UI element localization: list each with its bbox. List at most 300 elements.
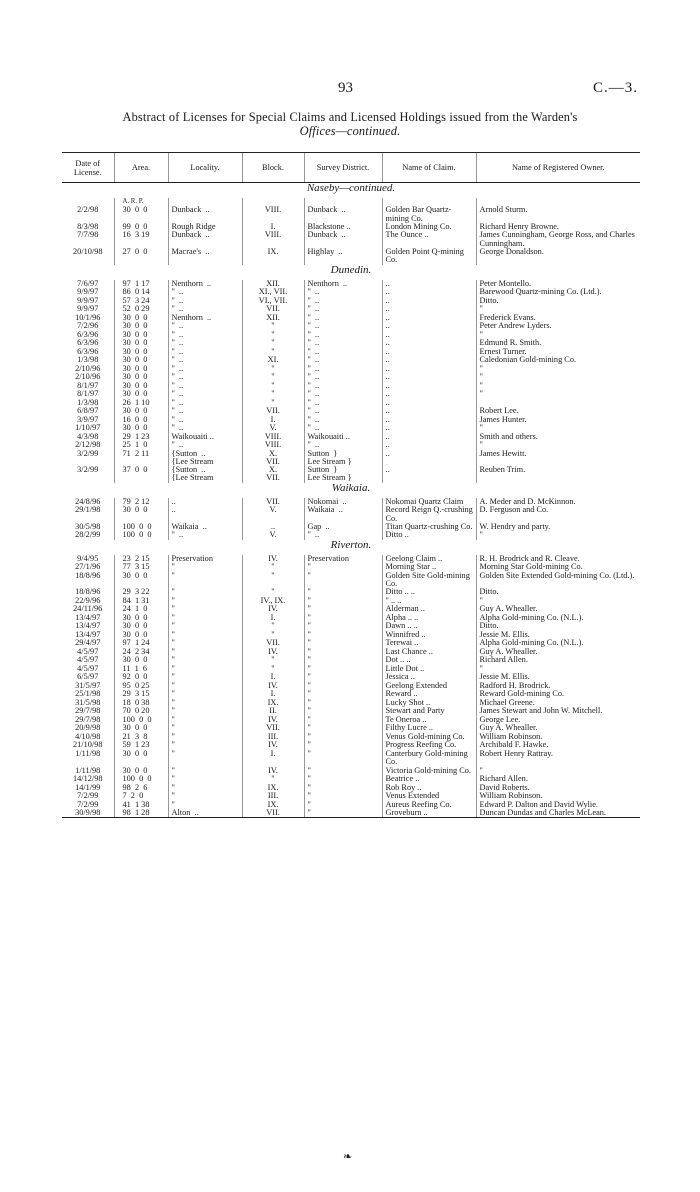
claim-name: Little Dot .. bbox=[382, 665, 476, 674]
license-date: 29/7/98 bbox=[75, 715, 101, 724]
locality: " .. bbox=[168, 373, 242, 382]
claim-name: Alderman .. bbox=[382, 605, 476, 614]
registered-owner: Richard Allen. bbox=[476, 656, 640, 665]
registered-owner: Jessie M. Ellis. bbox=[476, 673, 640, 682]
table-row bbox=[62, 597, 640, 606]
table-row bbox=[62, 450, 640, 467]
license-date: 7/2/99 bbox=[77, 792, 99, 801]
license-date: 1/3/98 bbox=[77, 356, 99, 365]
claim-name: .. bbox=[382, 424, 476, 433]
table-row bbox=[62, 390, 640, 399]
block: " bbox=[242, 348, 304, 357]
area-value: 30 0 0 bbox=[114, 407, 168, 416]
claim-name: .. bbox=[382, 339, 476, 348]
block: IX. bbox=[242, 699, 304, 708]
block: .. bbox=[242, 523, 304, 532]
license-date: 7/2/96 bbox=[77, 322, 99, 331]
claim-name: Victoria Gold-mining Co. bbox=[382, 767, 476, 776]
area-value: 92 0 0 bbox=[114, 673, 168, 682]
area-value: 30 0 0 bbox=[114, 331, 168, 340]
registered-owner: Michael Greene. bbox=[476, 699, 640, 708]
locality: " bbox=[168, 622, 242, 631]
block: I. bbox=[242, 614, 304, 623]
table-row bbox=[62, 750, 640, 767]
empty-cell bbox=[476, 198, 640, 206]
table-row bbox=[62, 348, 640, 357]
claim-name: Rob Roy .. bbox=[382, 784, 476, 793]
locality: " bbox=[168, 707, 242, 716]
area-value: 98 2 6 bbox=[114, 784, 168, 793]
block: I. bbox=[242, 690, 304, 699]
title-sub: Offices—continued. bbox=[299, 124, 401, 138]
locality: " bbox=[168, 724, 242, 733]
table-row bbox=[62, 656, 640, 665]
license-date: 2/10/96 bbox=[75, 373, 101, 382]
registered-owner: Alpha Gold-mining Co. (N.L.). bbox=[476, 614, 640, 623]
area-value: 26 1 10 bbox=[114, 399, 168, 408]
registered-owner: " bbox=[476, 365, 640, 374]
registered-owner: Archibald F. Hawke. bbox=[476, 741, 640, 750]
block: IV., IX. bbox=[242, 597, 304, 606]
locality: Dunback .. bbox=[168, 231, 242, 248]
survey-district: " .. bbox=[304, 416, 382, 425]
table-row bbox=[62, 631, 640, 640]
locality: Waikouaiti .. bbox=[168, 433, 242, 442]
area-value: 29 1 23 bbox=[114, 433, 168, 442]
locality: " bbox=[168, 563, 242, 572]
block: " bbox=[242, 665, 304, 674]
license-date: 2/12/98 bbox=[75, 441, 101, 450]
block: II. bbox=[242, 707, 304, 716]
table-row bbox=[62, 733, 640, 742]
survey-district: " bbox=[304, 563, 382, 572]
claim-name: Winnifred .. bbox=[382, 631, 476, 640]
locality: " bbox=[168, 775, 242, 784]
registered-owner: Ditto. bbox=[476, 297, 640, 306]
survey-district: Dunback .. bbox=[304, 231, 382, 248]
survey-district: " bbox=[304, 572, 382, 589]
claim-name: Venus Extended bbox=[382, 792, 476, 801]
license-date: 4/10/98 bbox=[75, 732, 101, 741]
claim-name: .. bbox=[382, 348, 476, 357]
block: IV. bbox=[242, 555, 304, 564]
survey-district: Nenthorn .. bbox=[304, 280, 382, 289]
locality: " bbox=[168, 733, 242, 742]
locality: " .. bbox=[168, 390, 242, 399]
survey-district: " bbox=[304, 699, 382, 708]
claim-name: .. bbox=[382, 322, 476, 331]
claim-name: .. bbox=[382, 314, 476, 323]
license-date: 6/8/97 bbox=[77, 407, 99, 416]
block: III. bbox=[242, 792, 304, 801]
license-date: 2/2/98 bbox=[77, 206, 99, 215]
license-date: 22/9/96 bbox=[75, 596, 101, 605]
locality: Nenthorn .. bbox=[168, 280, 242, 289]
table-row bbox=[62, 563, 640, 572]
locality: " .. bbox=[168, 382, 242, 391]
area-units-row bbox=[62, 198, 640, 206]
registered-owner: " bbox=[476, 441, 640, 450]
table-row bbox=[62, 433, 640, 442]
registered-owner: Reward Gold-mining Co. bbox=[476, 690, 640, 699]
block: VII. bbox=[242, 809, 304, 818]
table-row bbox=[62, 572, 640, 589]
license-date: 10/1/96 bbox=[75, 313, 101, 322]
survey-district: Preservation bbox=[304, 555, 382, 564]
survey-district: " .. bbox=[304, 424, 382, 433]
locality: " bbox=[168, 614, 242, 623]
title-main: Abstract of Licenses for Special Claims and Licensed Holdings issued from the Warden's bbox=[122, 110, 578, 124]
table-row bbox=[62, 716, 640, 725]
table-row bbox=[62, 322, 640, 331]
registered-owner: " bbox=[476, 390, 640, 399]
license-date: 20/10/98 bbox=[72, 247, 103, 256]
area-value: 52 0 29 bbox=[114, 305, 168, 314]
locality: " bbox=[168, 767, 242, 776]
license-date: 30/5/98 bbox=[75, 522, 101, 531]
area-value: 24 2 34 bbox=[114, 648, 168, 657]
block: XII. bbox=[242, 314, 304, 323]
registered-owner: James Stewart and John W. Mitchell. bbox=[476, 707, 640, 716]
registered-owner: Guy A. Whealler. bbox=[476, 648, 640, 657]
survey-district: " bbox=[304, 631, 382, 640]
block: VII. bbox=[242, 639, 304, 648]
block: IV. bbox=[242, 767, 304, 776]
license-date: 3/2/99 bbox=[77, 466, 99, 475]
table-row bbox=[62, 531, 640, 540]
registered-owner: Richard Henry Browne. bbox=[476, 223, 640, 232]
locality: " .. bbox=[168, 339, 242, 348]
claim-name: Filthy Lucre .. bbox=[382, 724, 476, 733]
area-value: 11 1 6 bbox=[114, 665, 168, 674]
registered-owner: Morning Star Gold-mining Co. bbox=[476, 563, 640, 572]
col-header-block: Block. bbox=[242, 153, 304, 183]
empty-cell bbox=[62, 198, 114, 206]
registered-owner: " bbox=[476, 665, 640, 674]
registered-owner: " bbox=[476, 382, 640, 391]
block: VIII. bbox=[242, 231, 304, 248]
area-value: 18 0 38 bbox=[114, 699, 168, 708]
table-row bbox=[62, 382, 640, 391]
locality: " bbox=[168, 682, 242, 691]
survey-district: " bbox=[304, 605, 382, 614]
claim-name: Jessica .. bbox=[382, 673, 476, 682]
block: IV. bbox=[242, 605, 304, 614]
area-value: 30 0 0 bbox=[114, 572, 168, 589]
col-header-district: Survey District. bbox=[304, 153, 382, 183]
claim-name: Golden Point Q-mining Co. bbox=[382, 248, 476, 265]
claim-name: Progress Reefing Co. bbox=[382, 741, 476, 750]
registered-owner: Robert Henry Rattray. bbox=[476, 750, 640, 767]
registered-owner: Ditto. bbox=[476, 622, 640, 631]
block: VII. bbox=[242, 407, 304, 416]
table-row bbox=[62, 682, 640, 691]
license-date: 8/1/97 bbox=[77, 381, 99, 390]
area-value: 95 0 25 bbox=[114, 682, 168, 691]
claim-name: .. bbox=[382, 433, 476, 442]
locality: " bbox=[168, 597, 242, 606]
table-row bbox=[62, 809, 640, 818]
block: VII. bbox=[242, 724, 304, 733]
survey-district: " bbox=[304, 588, 382, 597]
locality: " bbox=[168, 741, 242, 750]
survey-district: " bbox=[304, 707, 382, 716]
table-row bbox=[62, 297, 640, 306]
claim-name: Beatrice .. bbox=[382, 775, 476, 784]
table-header-row bbox=[62, 153, 640, 183]
block: IV. bbox=[242, 741, 304, 750]
area-value: 70 0 20 bbox=[114, 707, 168, 716]
table-body bbox=[62, 183, 640, 818]
license-date: 13/4/97 bbox=[75, 613, 101, 622]
claim-name: Dot .. .. bbox=[382, 656, 476, 665]
block: IV. bbox=[242, 648, 304, 657]
survey-district: " bbox=[304, 792, 382, 801]
page-title bbox=[60, 110, 640, 138]
section-heading-row bbox=[62, 265, 640, 280]
col-header-owner: Name of Registered Owner. bbox=[476, 153, 640, 183]
area-value: 25 1 0 bbox=[114, 441, 168, 450]
block: IV. bbox=[242, 682, 304, 691]
claim-name: .. bbox=[382, 365, 476, 374]
license-date: 9/4/95 bbox=[77, 554, 99, 563]
locality: " .. bbox=[168, 531, 242, 540]
locality: {Sutton .. {Lee Stream bbox=[168, 466, 242, 483]
claim-name: .. bbox=[382, 390, 476, 399]
survey-district: " bbox=[304, 775, 382, 784]
registered-owner: " bbox=[476, 305, 640, 314]
table-row bbox=[62, 673, 640, 682]
block: IX. bbox=[242, 801, 304, 810]
area-value: 77 3 15 bbox=[114, 563, 168, 572]
locality: .. bbox=[168, 506, 242, 523]
area-value: 30 0 0 bbox=[114, 750, 168, 767]
registered-owner: D. Ferguson and Co. bbox=[476, 506, 640, 523]
block: I. bbox=[242, 416, 304, 425]
claim-name: .. bbox=[382, 288, 476, 297]
block: IX. bbox=[242, 784, 304, 793]
block: " bbox=[242, 339, 304, 348]
registered-owner: W. Hendry and party. bbox=[476, 523, 640, 532]
registered-owner: William Robinson. bbox=[476, 733, 640, 742]
block: X. VII. bbox=[242, 466, 304, 483]
area-value: 16 0 0 bbox=[114, 416, 168, 425]
survey-district: " .. bbox=[304, 305, 382, 314]
claim-name: .. bbox=[382, 407, 476, 416]
registered-owner: " bbox=[476, 331, 640, 340]
license-date: 7/2/99 bbox=[77, 800, 99, 809]
locality: Macrae's .. bbox=[168, 248, 242, 265]
table-row bbox=[62, 373, 640, 382]
block: " bbox=[242, 775, 304, 784]
area-value: 59 1 23 bbox=[114, 741, 168, 750]
table-row bbox=[62, 648, 640, 657]
area-value: 7 2 0 bbox=[114, 792, 168, 801]
claim-name: The Ounce .. bbox=[382, 231, 476, 248]
area-value: 30 0 0 bbox=[114, 382, 168, 391]
block: I. bbox=[242, 223, 304, 232]
survey-district: " .. bbox=[304, 356, 382, 365]
license-date: 28/2/99 bbox=[75, 531, 101, 540]
area-value: 97 1 24 bbox=[114, 639, 168, 648]
claim-name: .. bbox=[382, 356, 476, 365]
registered-owner: " bbox=[476, 767, 640, 776]
license-date: 24/11/96 bbox=[73, 605, 103, 614]
block: VII. bbox=[242, 498, 304, 507]
col-header-date: Date of License. bbox=[62, 153, 114, 183]
survey-district: " .. bbox=[304, 365, 382, 374]
claim-name: Groveburn .. bbox=[382, 809, 476, 818]
locality: " .. bbox=[168, 305, 242, 314]
claim-name: .. bbox=[382, 441, 476, 450]
claim-name: Geelong Claim .. bbox=[382, 555, 476, 564]
registered-owner: Jessie M. Ellis. bbox=[476, 631, 640, 640]
area-value: 27 0 0 bbox=[114, 248, 168, 265]
claim-name: Record Reign Q.-crushing Co. bbox=[382, 506, 476, 523]
license-date: 6/3/96 bbox=[77, 339, 99, 348]
locality: " .. bbox=[168, 424, 242, 433]
registered-owner: " bbox=[476, 531, 640, 540]
license-date: 13/4/97 bbox=[75, 630, 101, 639]
claim-name: Ditto .. .. bbox=[382, 588, 476, 597]
section-heading-row bbox=[62, 540, 640, 555]
registered-owner: James Hewitt. bbox=[476, 450, 640, 467]
block: " bbox=[242, 382, 304, 391]
survey-district: " .. bbox=[304, 399, 382, 408]
license-date: 27/1/96 bbox=[75, 563, 101, 572]
survey-district: Sutton } Lee Stream } bbox=[304, 450, 382, 467]
locality: Preservation bbox=[168, 555, 242, 564]
claim-name: Titan Quartz-crushing Co. bbox=[382, 523, 476, 532]
area-value: 16 3 19 bbox=[114, 231, 168, 248]
area-value: 98 1 28 bbox=[114, 809, 168, 818]
survey-district: " .. bbox=[304, 382, 382, 391]
survey-district: " bbox=[304, 801, 382, 810]
page-reference: C.—3. bbox=[592, 80, 638, 96]
claim-name: Canterbury Gold-mining Co. bbox=[382, 750, 476, 767]
claim-name: .. bbox=[382, 297, 476, 306]
registered-owner: Edward P. Dalton and David Wylie. bbox=[476, 801, 640, 810]
registered-owner: James Cunningham, George Ross, and Charles Cunningham. bbox=[476, 231, 640, 248]
block: " bbox=[242, 656, 304, 665]
locality: " bbox=[168, 572, 242, 589]
col-header-claim: Name of Claim. bbox=[382, 153, 476, 183]
area-value: 29 3 15 bbox=[114, 690, 168, 699]
claim-name: .. bbox=[382, 466, 476, 483]
table-row bbox=[62, 665, 640, 674]
area-value: 71 2 11 bbox=[114, 450, 168, 467]
section-heading: Riverton. bbox=[330, 539, 372, 551]
license-date: 21/10/98 bbox=[72, 741, 103, 750]
table-row bbox=[62, 792, 640, 801]
area-value: 30 0 0 bbox=[114, 656, 168, 665]
claim-name: Stewart and Party bbox=[382, 707, 476, 716]
registered-owner: David Roberts. bbox=[476, 784, 640, 793]
registered-owner: Caledonian Gold-mining Co. bbox=[476, 356, 640, 365]
locality: " bbox=[168, 639, 242, 648]
block: " bbox=[242, 622, 304, 631]
registered-owner: " bbox=[476, 424, 640, 433]
license-date: 29/7/98 bbox=[75, 707, 101, 716]
area-value: 86 0 14 bbox=[114, 288, 168, 297]
licenses-table bbox=[62, 152, 640, 818]
claim-name: Te Oneroa .. bbox=[382, 716, 476, 725]
table-row bbox=[62, 248, 640, 265]
area-value: 23 2 15 bbox=[114, 555, 168, 564]
area-value: 30 0 0 bbox=[114, 356, 168, 365]
block: V. bbox=[242, 531, 304, 540]
area-value: 21 3 8 bbox=[114, 733, 168, 742]
registered-owner: " bbox=[476, 373, 640, 382]
license-date: 9/9/97 bbox=[77, 305, 99, 314]
survey-district: " bbox=[304, 597, 382, 606]
registered-owner bbox=[476, 399, 640, 408]
locality: " .. bbox=[168, 322, 242, 331]
license-date: 24/8/96 bbox=[75, 497, 101, 506]
registered-owner: George Lee. bbox=[476, 716, 640, 725]
table-row bbox=[62, 506, 640, 523]
survey-district: " bbox=[304, 665, 382, 674]
section-heading: Dunedin. bbox=[330, 264, 372, 276]
area-value: 30 0 0 bbox=[114, 622, 168, 631]
registered-owner: Arnold Sturm. bbox=[476, 206, 640, 223]
license-date: 6/3/96 bbox=[77, 330, 99, 339]
survey-district: " .. bbox=[304, 531, 382, 540]
table-row bbox=[62, 588, 640, 597]
registered-owner: R. H. Brodrick and R. Cleave. bbox=[476, 555, 640, 564]
claim-name: Lucky Shot .. bbox=[382, 699, 476, 708]
survey-district: " bbox=[304, 690, 382, 699]
area-value: 84 1 31 bbox=[114, 597, 168, 606]
survey-district: " bbox=[304, 673, 382, 682]
claim-name: Ditto .. bbox=[382, 531, 476, 540]
table-row bbox=[62, 331, 640, 340]
area-value: 79 2 12 bbox=[114, 498, 168, 507]
license-date: 9/9/97 bbox=[77, 296, 99, 305]
table-row bbox=[62, 466, 640, 483]
claim-name: Golden Site Gold-mining Co. bbox=[382, 572, 476, 589]
locality: " bbox=[168, 665, 242, 674]
table-row bbox=[62, 407, 640, 416]
block: VI., VII. bbox=[242, 297, 304, 306]
claim-name: " .. .. bbox=[382, 597, 476, 606]
survey-district: Blackstone .. bbox=[304, 223, 382, 232]
license-date: 18/8/96 bbox=[75, 588, 101, 597]
claim-name: Last Chance .. bbox=[382, 648, 476, 657]
block: " bbox=[242, 588, 304, 597]
survey-district: " bbox=[304, 809, 382, 818]
survey-district: " bbox=[304, 767, 382, 776]
block: X. VII. bbox=[242, 450, 304, 467]
table-row bbox=[62, 622, 640, 631]
survey-district: " bbox=[304, 741, 382, 750]
license-date: 14/1/99 bbox=[75, 783, 101, 792]
license-date: 4/5/97 bbox=[77, 647, 99, 656]
block: VIII. bbox=[242, 441, 304, 450]
table-row bbox=[62, 801, 640, 810]
area-value: 30 0 0 bbox=[114, 506, 168, 523]
table-row bbox=[62, 314, 640, 323]
license-date: 8/3/98 bbox=[77, 222, 99, 231]
survey-district: " .. bbox=[304, 288, 382, 297]
claim-name: Venus Gold-mining Co. bbox=[382, 733, 476, 742]
locality: Dunback .. bbox=[168, 206, 242, 223]
table-row bbox=[62, 416, 640, 425]
survey-district: " .. bbox=[304, 407, 382, 416]
section-heading: Waikaia. bbox=[331, 482, 371, 494]
area-value: 30 0 0 bbox=[114, 631, 168, 640]
locality: Alton .. bbox=[168, 809, 242, 818]
